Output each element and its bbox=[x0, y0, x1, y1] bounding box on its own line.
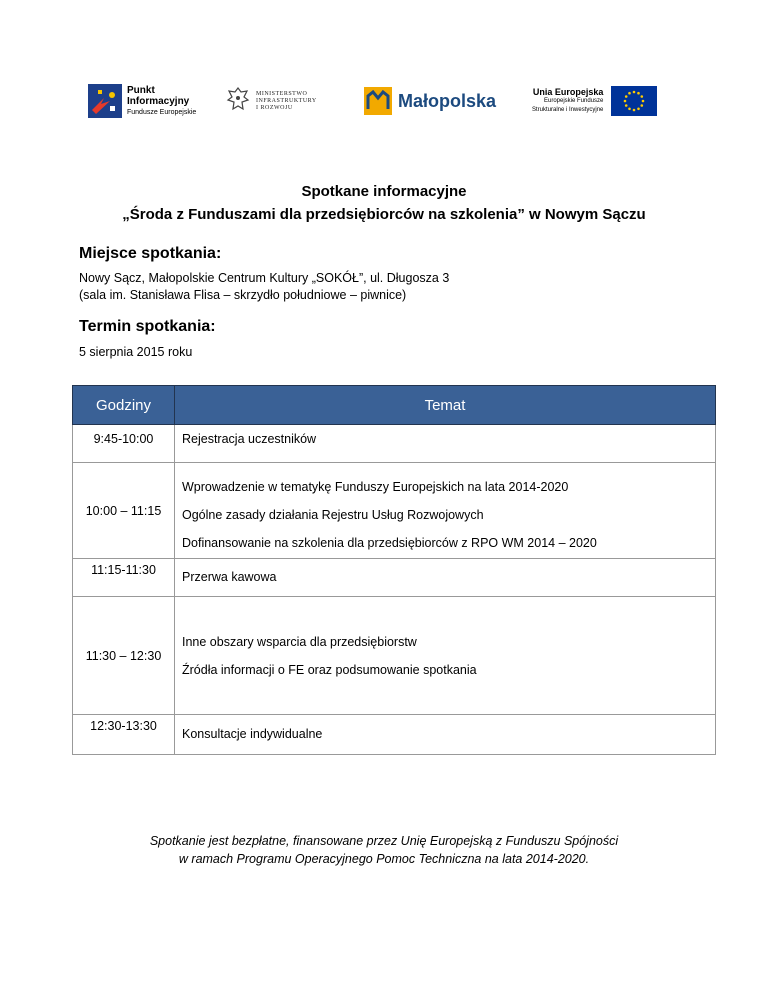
table-row bbox=[73, 597, 716, 715]
malopolska-logo bbox=[364, 82, 496, 120]
row-time: 10:00 – 11:15 bbox=[73, 463, 175, 559]
venue-heading: Miejsce spotkania: bbox=[79, 245, 222, 262]
logo-bar bbox=[88, 82, 680, 122]
eu-flag-icon bbox=[611, 86, 657, 116]
date-value: 5 sierpnia 2015 roku bbox=[79, 345, 193, 359]
title-line1: Spotkane informacyjne bbox=[301, 183, 467, 200]
malopolska-emblem-icon bbox=[364, 87, 392, 115]
row-topic bbox=[175, 425, 716, 463]
punkt-line2: Informacyjny bbox=[127, 95, 190, 107]
table-row bbox=[73, 425, 716, 463]
eu-line3: Strukturalne i Inwestycyjne bbox=[532, 106, 604, 113]
venue-line1: Nowy Sącz, Małopolskie Centrum Kultury „SOKÓŁ”, ul. Długosza 3 bbox=[79, 271, 450, 285]
topic-item: Konsultacje indywidualne bbox=[182, 727, 323, 741]
punkt-line1: Punkt bbox=[127, 84, 155, 96]
ministry-line2: INFRASTRUKTURY bbox=[256, 97, 317, 104]
row-topic bbox=[175, 463, 716, 559]
header-time: Godziny bbox=[73, 386, 175, 425]
eagle-emblem-icon bbox=[226, 85, 250, 117]
date-heading: Termin spotkania: bbox=[79, 318, 216, 335]
topic-item: Ogólne zasady działania Rejestru Usług Rozwojowych bbox=[182, 508, 484, 522]
topic-item: Inne obszary wsparcia dla przedsiębiorstw bbox=[182, 634, 417, 649]
ministry-line1: MINISTERSTWO bbox=[256, 90, 308, 97]
row-topic bbox=[175, 597, 716, 715]
ministry-line3: I ROZWOJU bbox=[256, 104, 293, 111]
event-title bbox=[0, 180, 768, 226]
table-row bbox=[73, 715, 716, 755]
row-time: 12:30-13:30 bbox=[73, 715, 175, 755]
row-topic bbox=[175, 559, 716, 597]
topic-item: Dofinansowanie na szkolenia dla przedsiębiorców z RPO WM 2014 – 2020 bbox=[182, 536, 597, 550]
row-topic bbox=[175, 715, 716, 755]
venue-line2: (sala im. Stanisława Flisa – skrzydło południowe – piwnice) bbox=[79, 288, 407, 302]
agenda-header-row bbox=[73, 386, 716, 425]
topic-item: Rejestracja uczestników bbox=[182, 432, 317, 446]
venue-details bbox=[79, 270, 449, 304]
topic-item: Wprowadzenie w tematykę Funduszy Europejskich na lata 2014-2020 bbox=[182, 480, 569, 494]
malopolska-name: Małopolska bbox=[398, 90, 497, 111]
footer-line1: Spotkanie jest bezpłatne, finansowane przez Unię Europejską z Funduszu Spójności bbox=[149, 834, 619, 848]
ministry-logo bbox=[226, 82, 317, 120]
eu-line2: Europejskie Fundusze bbox=[544, 97, 604, 104]
agenda-table bbox=[72, 385, 716, 755]
table-row bbox=[73, 559, 716, 597]
funding-note bbox=[0, 832, 768, 868]
eu-line1: Unia Europejska bbox=[532, 86, 604, 97]
punkt-line3: Fundusze Europejskie bbox=[127, 108, 197, 116]
row-time: 11:30 – 12:30 bbox=[73, 597, 175, 715]
title-line2: „Środa z Funduszami dla przedsiębiorców na szkolenia” w Nowym Sączu bbox=[122, 206, 646, 223]
eu-logo bbox=[532, 82, 657, 120]
table-row bbox=[73, 463, 716, 559]
topic-item: Źródła informacji o FE oraz podsumowanie spotkania bbox=[182, 662, 477, 677]
punkt-informacyjny-icon bbox=[88, 84, 122, 118]
row-time: 11:15-11:30 bbox=[73, 559, 175, 597]
punkt-informacyjny-logo bbox=[88, 82, 196, 120]
header-topic: Temat bbox=[175, 386, 716, 425]
row-time: 9:45-10:00 bbox=[73, 425, 175, 463]
footer-line2: w ramach Programu Operacyjnego Pomoc Techniczna na lata 2014-2020. bbox=[178, 852, 590, 866]
topic-item: Przerwa kawowa bbox=[182, 570, 277, 584]
